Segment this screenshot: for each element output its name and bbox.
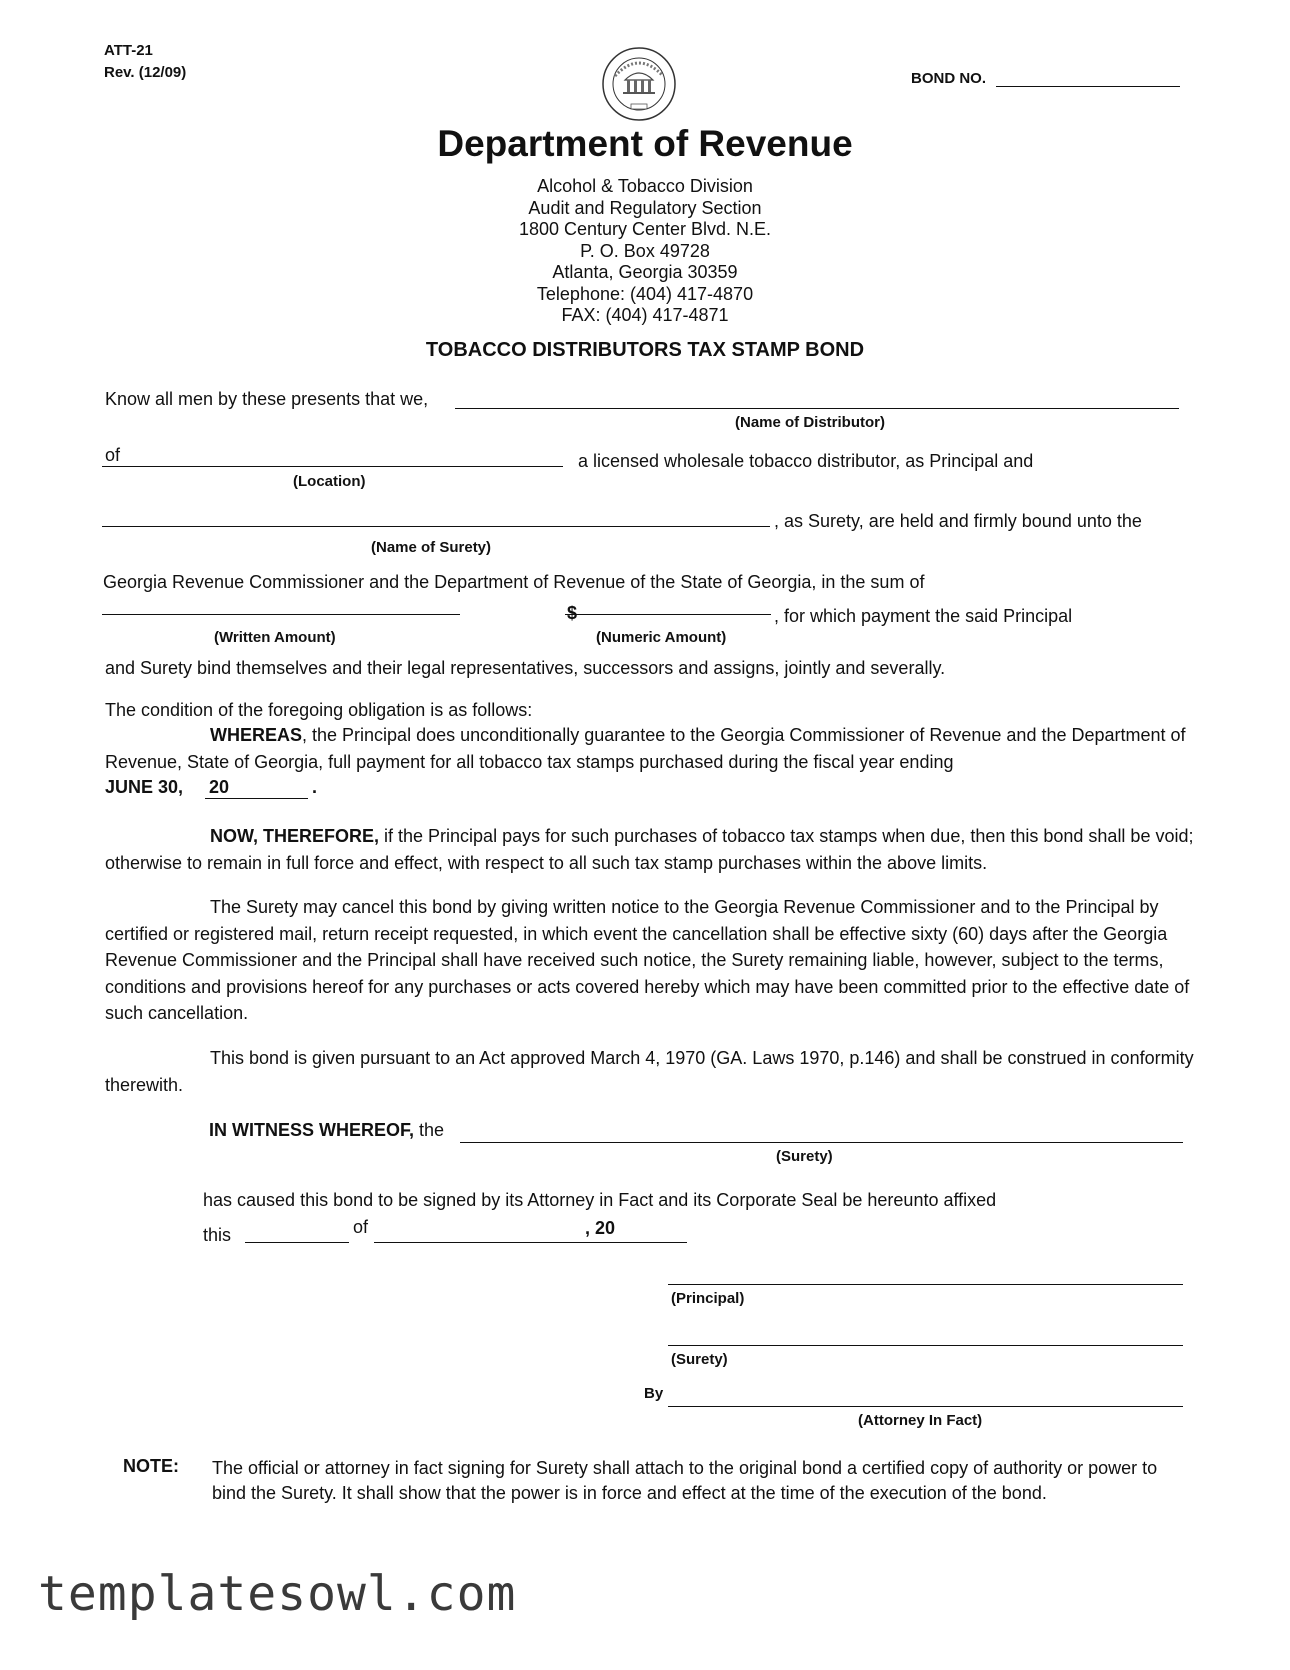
address-line: Audit and Regulatory Section: [528, 197, 762, 218]
attorney-label: (Attorney In Fact): [858, 1412, 983, 1429]
surety-name-label: (Name of Surety): [371, 539, 492, 556]
bond-number-field[interactable]: [996, 86, 1180, 87]
agency-title: Department of Revenue: [437, 123, 853, 164]
month-field[interactable]: [374, 1242, 687, 1243]
payment-text: , for which payment the said Principal: [774, 606, 1073, 626]
cancellation-text: The Surety may cancel this bond by giving written notice to the Georgia Revenue Commissioner and to the Principal by certified or registered mail, return receipt requested, in which event the cancellation shall be effective sixty (60) days after the Georgia Revenue Commissioner and the Principal shall have received such notice, the Surety remaining liable, however, subject to the terms, conditions and provisions hereof for any purchases or acts covered hereby which may have been committed prior to the effective date of such cancellation.: [105, 897, 1190, 1023]
note-label: NOTE:: [123, 1456, 179, 1476]
address-line: FAX: (404) 417-4871: [561, 305, 729, 325]
fiscal-year-june: JUNE 30,: [105, 777, 184, 797]
witness-surety-field[interactable]: [460, 1142, 1183, 1143]
numeric-amount-field[interactable]: [565, 614, 771, 615]
this-text: this: [203, 1225, 232, 1245]
surety-signature-field[interactable]: [668, 1345, 1183, 1346]
fiscal-year-prefix: 20: [209, 777, 230, 797]
surety-name-field[interactable]: [102, 526, 770, 527]
act-text: This bond is given pursuant to an Act approved March 4, 1970 (GA. Laws 1970, p.146) and shall be construed in conformity therewith.: [105, 1048, 1194, 1095]
licensed-distributor-text: a licensed wholesale tobacco distributor, as Principal and: [578, 451, 1034, 471]
address-line: Telephone: (404) 417-4870: [536, 283, 754, 304]
distributor-name-field[interactable]: [455, 408, 1179, 409]
bond-number-label: BOND NO.: [911, 70, 986, 87]
cancellation-paragraph: [105, 894, 1195, 1027]
now-therefore-text: if the Principal pays for such purchases of tobacco tax stamps when due, then this bond shall be void; otherwise to remain in full force and effect, with respect to all such tax stamp purchases within the above limits.: [105, 826, 1194, 873]
fiscal-year-field[interactable]: [205, 798, 308, 799]
of-month-text: of: [353, 1217, 369, 1237]
principal-signature-field[interactable]: [668, 1284, 1183, 1285]
numeric-amount-label: (Numeric Amount): [596, 629, 727, 646]
principal-label: (Principal): [671, 1290, 745, 1307]
georgia-state-seal: [601, 46, 677, 122]
fiscal-year-period: .: [312, 777, 318, 797]
now-therefore-bold: NOW, THEREFORE,: [210, 826, 380, 846]
address-line: 1800 Century Center Blvd. N.E.: [518, 219, 772, 239]
whereas-text: , the Principal does unconditionally guarantee to the Georgia Commissioner of Revenue and the Department of Revenue, State of Georgia, full payment for all tobacco tax stamps purchased during the fiscal year ending: [105, 725, 1186, 772]
intro-text: Know all men by these presents that we,: [105, 389, 429, 409]
note-text: The official or attorney in fact signing for Surety shall attach to the original bond a certified copy of authority or power to bind the Surety. It shall show that the power is in force and effect at the time of the execution of the bond.: [212, 1458, 1158, 1503]
distributor-name-label: (Name of Distributor): [735, 414, 885, 431]
condition-intro: The condition of the foregoing obligation is as follows:: [105, 700, 533, 720]
watermark: templatesowl.com: [38, 1566, 517, 1622]
witness-text: [209, 1120, 444, 1141]
witness-surety-label: (Surety): [776, 1148, 833, 1165]
form-revision: Rev. (12/09): [104, 64, 187, 81]
form-id: ATT-21: [104, 42, 153, 59]
commissioner-text: Georgia Revenue Commissioner and the Department of Revenue of the State of Georgia, in the sum of: [103, 572, 925, 592]
whereas-bold: WHEREAS: [210, 725, 303, 745]
whereas-paragraph: [105, 722, 1195, 775]
now-therefore-paragraph: [105, 823, 1195, 876]
written-amount-field[interactable]: [102, 614, 460, 615]
address-line: Atlanta, Georgia 30359: [552, 262, 738, 282]
written-amount-label: (Written Amount): [214, 629, 336, 646]
dollar-sign: $: [567, 603, 578, 623]
act-paragraph: [105, 1045, 1195, 1098]
surety-signature-label: (Surety): [671, 1351, 728, 1368]
attorney-signature-field[interactable]: [668, 1406, 1183, 1407]
address-line: Alcohol & Tobacco Division: [537, 176, 753, 196]
by-label: By: [644, 1385, 664, 1402]
surety-bound-text: , as Surety, are held and firmly bound unto the: [774, 511, 1142, 531]
of-text: of: [105, 445, 121, 465]
day-field[interactable]: [245, 1242, 349, 1243]
witness-bold: IN WITNESS WHEREOF,: [209, 1120, 415, 1140]
location-field[interactable]: [102, 466, 563, 467]
bind-text: and Surety bind themselves and their legal representatives, successors and assigns, jointly and severally.: [105, 658, 946, 678]
witness-year-prefix: , 20: [585, 1218, 616, 1238]
witness-the: the: [414, 1120, 445, 1140]
agency-address: [0, 176, 1290, 327]
address-line: P. O. Box 49728: [580, 240, 710, 261]
form-title: TOBACCO DISTRIBUTORS TAX STAMP BOND: [425, 339, 865, 361]
location-label: (Location): [293, 473, 366, 490]
signed-text: has caused this bond to be signed by its Attorney in Fact and its Corporate Seal be hereunto affixed: [203, 1190, 997, 1210]
